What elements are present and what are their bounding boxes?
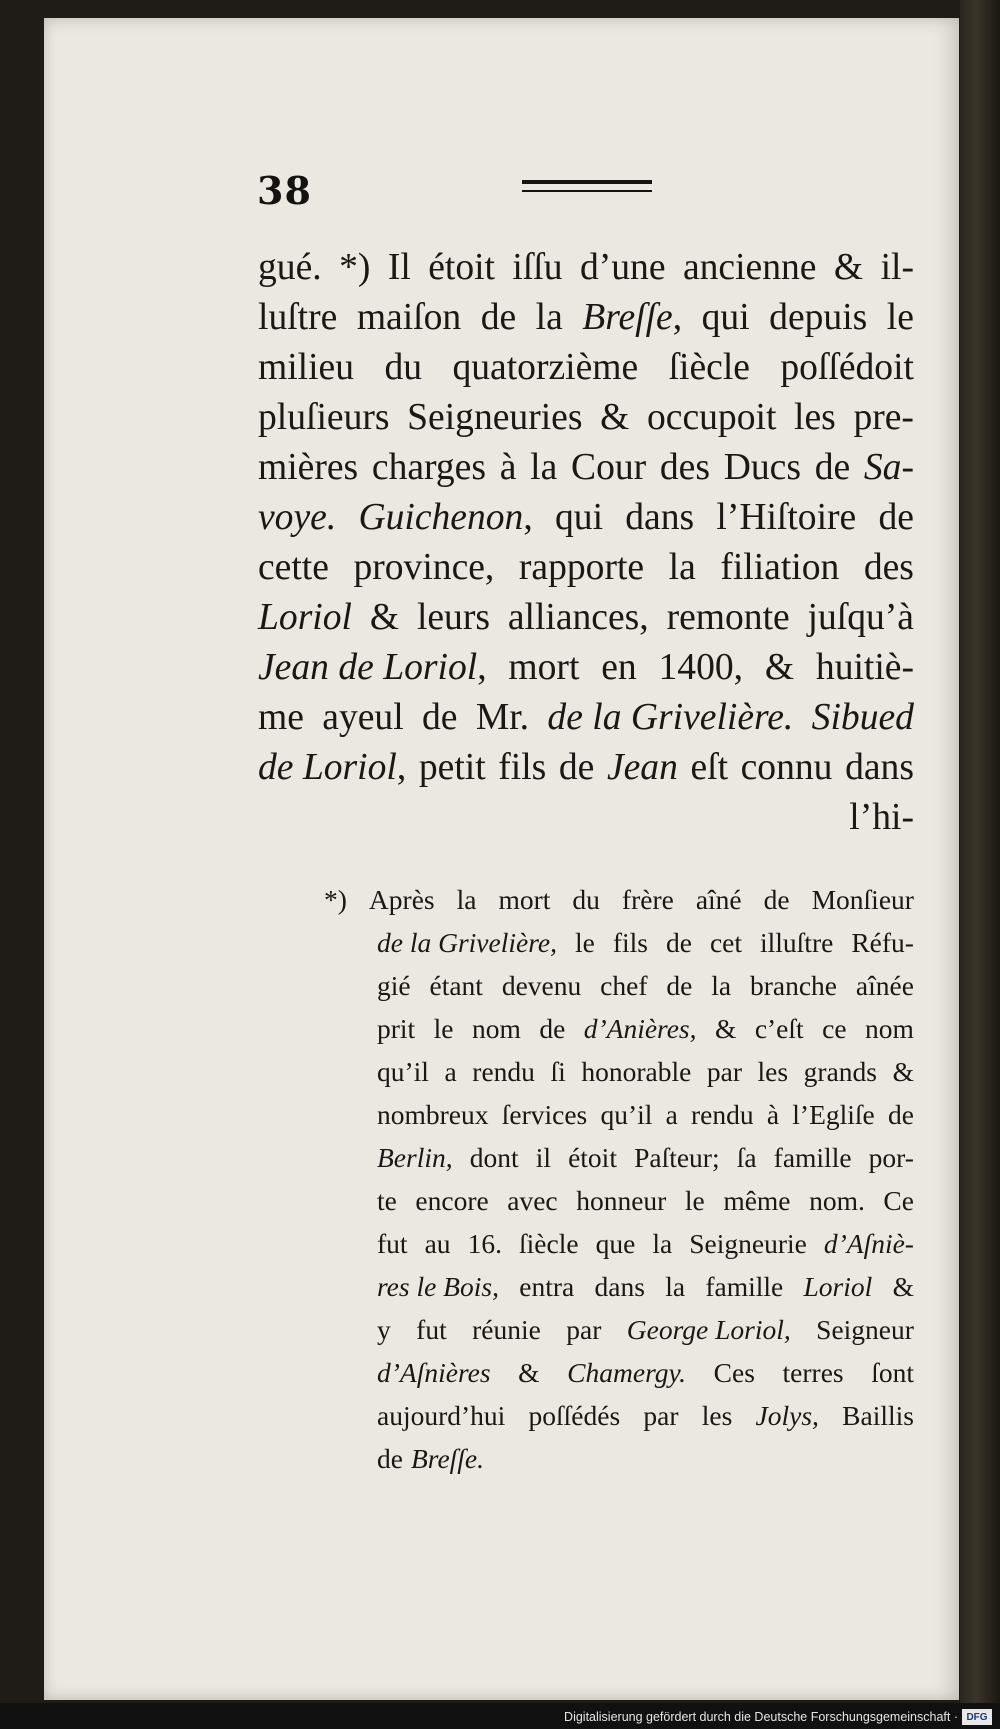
footnote-word: même <box>723 1185 791 1216</box>
main_text-word: Guichenon <box>358 497 524 538</box>
main_text-word: & <box>833 247 864 288</box>
main_text-word: me <box>258 697 304 738</box>
book-spine-edge <box>960 0 1000 1729</box>
footnote-word: que <box>595 1228 636 1259</box>
footnote-word: famille <box>773 1142 852 1173</box>
footnote-word: fut <box>416 1314 447 1345</box>
main_text-word: juſqu’à <box>807 597 914 638</box>
main_text-word: de la Grivelière. <box>547 697 794 738</box>
main_text-line <box>258 593 914 643</box>
footnote-word: por- <box>868 1142 914 1173</box>
footnote-word: nom. <box>809 1185 865 1216</box>
main_text-word: , <box>396 747 407 788</box>
footnote-line <box>324 1007 914 1050</box>
main_text-word: Mr. <box>475 697 530 738</box>
footnote-line <box>324 1050 914 1093</box>
main_text-word: milieu <box>258 347 355 388</box>
main_text-word: pluſieurs <box>258 397 390 438</box>
main_text-word: , <box>672 297 683 338</box>
footnote-word: & <box>714 1013 737 1044</box>
footnote-word: Jolys, <box>755 1400 819 1431</box>
main_text-word: ayeul <box>322 697 404 738</box>
footnote-word: honorable <box>581 1056 692 1087</box>
footnote-word: de <box>763 884 790 915</box>
footnote-word: avec <box>507 1185 558 1216</box>
main_text-word: Cour <box>571 447 647 488</box>
footnote-word: l’Egliſe <box>792 1099 875 1130</box>
footnote-word: Après <box>368 884 435 915</box>
footnote-word: gié <box>377 970 411 1001</box>
main_text-word: leurs <box>416 597 490 638</box>
footnote-word: d’Aſniè- <box>823 1228 914 1259</box>
footnote-word: de <box>666 970 693 1001</box>
footnote-word: c’eſt <box>754 1013 804 1044</box>
main_text-word: d’une <box>579 247 666 288</box>
footnote-word: le <box>433 1013 454 1044</box>
main_text-word: Seigneuries <box>407 397 583 438</box>
footnote-word: chef <box>600 970 648 1001</box>
main_text-word: mières <box>258 447 359 488</box>
footnote-line <box>324 1351 914 1394</box>
main_text-word: de <box>480 297 517 338</box>
main_text-word: les <box>794 397 836 438</box>
main_text-word: Jean <box>606 747 678 788</box>
main_text-word: de <box>878 497 914 538</box>
footnote-word: Loriol <box>803 1271 873 1302</box>
footnote-word: la <box>711 970 732 1001</box>
footnote-word: nom <box>865 1013 914 1044</box>
footnote-word: mort <box>498 884 551 915</box>
footnote-word: fils <box>612 927 648 958</box>
footnote-word: fut <box>377 1228 408 1259</box>
footnote-word: devenu <box>501 970 582 1001</box>
footnote-word: ce <box>822 1013 847 1044</box>
main_text-word: Loriol <box>258 597 352 638</box>
footer-bar <box>0 1703 1000 1729</box>
footnote-word: d’Anières, <box>583 1013 697 1044</box>
main_text-word: en <box>601 647 637 688</box>
main_text-word: à <box>499 447 517 488</box>
main_text-word: poſſédoit <box>780 347 914 388</box>
main_text-word: des <box>863 547 914 588</box>
footnote-word: Paſteur; <box>634 1142 720 1173</box>
main_text-word: l’Hiſtoire <box>716 497 857 538</box>
footnote-line <box>324 1265 914 1308</box>
footnote-word: réunie <box>472 1314 541 1345</box>
main_text-word: *) <box>339 247 371 288</box>
main_text-word: luſtre <box>258 297 338 338</box>
main_text-word: connu <box>740 747 833 788</box>
footnote-word: à <box>766 1099 780 1130</box>
footnote-line <box>324 1437 914 1480</box>
main_text-word: & <box>600 397 630 438</box>
footnote-word: branche <box>749 970 838 1001</box>
main_text-word: province, <box>353 547 495 588</box>
main_text-word: rapporte <box>518 547 645 588</box>
main_text-word: voye. <box>258 497 337 538</box>
main_text-word: qui <box>555 497 604 538</box>
main_text-line <box>258 393 914 443</box>
main_text-word: mort <box>508 647 580 688</box>
footnote-word: de <box>377 1443 403 1474</box>
main_text-line <box>258 543 914 593</box>
main_text-word: eſt <box>690 747 729 788</box>
footnote-word: étant <box>429 970 483 1001</box>
footnote-word: grands <box>803 1056 877 1087</box>
main_text-word: pre- <box>853 397 914 438</box>
footnote-word: entra <box>519 1271 575 1302</box>
main_text-word: Il <box>387 247 411 288</box>
main_text-word: & <box>369 597 400 638</box>
main_text-word: , <box>523 497 533 538</box>
footnote-word: il <box>535 1142 551 1173</box>
footnote-word: encore <box>415 1185 489 1216</box>
footnote-word: honneur <box>576 1185 667 1216</box>
footnote-line <box>324 964 914 1007</box>
footnote-word: aîné <box>695 884 742 915</box>
main_text-word: gué. <box>258 247 322 288</box>
footnote-word: res le Bois, <box>377 1271 499 1302</box>
main_text-word: Sibued <box>811 697 914 738</box>
footnote-word: dans <box>594 1271 645 1302</box>
footnote-line <box>324 1394 914 1437</box>
main_text-line <box>258 493 914 543</box>
main_text-word: ancienne <box>682 247 817 288</box>
footnote-word: aînée <box>855 970 914 1001</box>
book-page <box>44 18 959 1700</box>
footnote-word: poſſédés <box>528 1400 621 1431</box>
footnote-word: & <box>892 1271 914 1302</box>
footnote-word: ſiècle <box>519 1228 579 1259</box>
footnote-word: ſervices <box>501 1099 588 1130</box>
footnote-word: Seigneurie <box>689 1228 807 1259</box>
main_text-line <box>258 643 914 693</box>
footnote-word: de la Grivelière, <box>377 927 557 958</box>
footnote-word: ſi <box>550 1056 566 1087</box>
footnote-word: y <box>377 1314 391 1345</box>
main_text-word: ſiècle <box>668 347 750 388</box>
main-text-block <box>258 243 914 843</box>
main_text-word: huitiè- <box>815 647 914 688</box>
footnote-word: aujourd’hui <box>377 1400 506 1431</box>
main_text-word: remonte <box>666 597 790 638</box>
footnote-word: par <box>643 1400 679 1431</box>
main_text-word: alliances, <box>507 597 649 638</box>
footnote-line <box>324 878 914 921</box>
main_text-word: le <box>886 297 914 338</box>
footnote-line <box>324 1093 914 1136</box>
main_text-word: la <box>530 447 558 488</box>
header-rule <box>522 180 652 192</box>
footnote-word: & <box>892 1056 914 1087</box>
footnote-word: a <box>444 1056 457 1087</box>
main_text-line <box>258 443 914 493</box>
main_text-word: de <box>422 697 458 738</box>
main_text-word: il- <box>880 247 914 288</box>
page-number: 38 <box>257 168 312 213</box>
footnote-word: rendu <box>472 1056 535 1087</box>
main_text-line <box>258 343 914 393</box>
footnote-word: Monſieur <box>811 884 914 915</box>
main_text-line <box>258 243 914 293</box>
main_text-word: maiſon <box>356 297 462 338</box>
footnote-word: la <box>665 1271 686 1302</box>
footnote-word: de <box>887 1099 914 1130</box>
main_text-word: charges <box>371 447 486 488</box>
main_text-word: Breſſe <box>582 297 673 338</box>
footnote-word: Chamergy. <box>567 1357 687 1388</box>
main_text-word: des <box>659 447 710 488</box>
main_text-word: depuis <box>769 297 868 338</box>
main_text-line <box>258 693 914 743</box>
main_text-word: dans <box>845 747 914 788</box>
footnote-line <box>324 1308 914 1351</box>
footnote-word: dont <box>469 1142 519 1173</box>
footnote-word: nombreux <box>377 1099 489 1130</box>
main_text-word: occupoit <box>647 397 777 438</box>
footnote-line <box>324 1136 914 1179</box>
footnote-word: ſont <box>871 1357 914 1388</box>
footnote-word: d’Aſnières <box>377 1357 491 1388</box>
footnote-word: par <box>566 1314 602 1345</box>
main_text-word: qui <box>701 297 750 338</box>
footnote-word: cet <box>709 927 742 958</box>
footnote-word: qu’il <box>377 1056 429 1087</box>
main_text-word: , <box>477 647 487 688</box>
footnote-word: illuſtre <box>760 927 834 958</box>
footnote-word: les <box>757 1056 789 1087</box>
footnote-word: les <box>701 1400 733 1431</box>
footnote-word: famille <box>705 1271 784 1302</box>
footnote-word: par <box>706 1056 742 1087</box>
footer-credit: Digitalisierung gefördert durch die Deutsche Forschungsgemeinschaft · <box>564 1710 958 1724</box>
main_text-line <box>258 743 914 793</box>
footnote-line <box>324 1179 914 1222</box>
footnote-word: Ces <box>713 1357 755 1388</box>
main_text-word: de <box>814 447 851 488</box>
main_text-line <box>258 793 914 843</box>
main_text-word: l’hi- <box>849 797 914 838</box>
footnote-word: te <box>377 1185 397 1216</box>
footnote-word: a <box>665 1099 678 1130</box>
footnote-word: Baillis <box>842 1400 914 1431</box>
footnote-word: de <box>665 927 692 958</box>
footnote-word: frère <box>621 884 674 915</box>
main_text-word: petit <box>418 747 486 788</box>
main_text-line <box>258 293 914 343</box>
footnote-word: la <box>456 884 477 915</box>
footnote-word: ſa <box>736 1142 757 1173</box>
main_text-word: cette <box>258 547 329 588</box>
main_text-word: de Loriol <box>258 747 397 788</box>
footnote-word: la <box>652 1228 673 1259</box>
main_text-word: Ducs <box>723 447 801 488</box>
footnote-word: Berlin, <box>377 1142 453 1173</box>
footnote-word: Seigneur <box>816 1314 914 1345</box>
main_text-word: du <box>384 347 423 388</box>
main_text-word: dans <box>625 497 695 538</box>
footnote-word: prit <box>377 1013 416 1044</box>
footnote-word: de <box>539 1013 566 1044</box>
main_text-word: 1400, <box>658 647 744 688</box>
footnote-word: Breſſe. <box>410 1443 485 1474</box>
main_text-word: Jean de Loriol <box>258 647 478 688</box>
main_text-word: étoit <box>428 247 495 288</box>
main_text-word: fils <box>498 747 547 788</box>
footnote-block <box>324 878 914 1480</box>
footnote-word: Réfu- <box>851 927 914 958</box>
footnote-word: terres <box>782 1357 844 1388</box>
footnote-word: au <box>424 1228 451 1259</box>
footnote-word: *) <box>324 884 347 915</box>
main_text-word: iſſu <box>512 247 563 288</box>
footnote-word: le <box>684 1185 705 1216</box>
footnote-word: Ce <box>883 1185 914 1216</box>
main_text-word: Sa- <box>863 447 914 488</box>
footnote-word: qu’il <box>600 1099 653 1130</box>
footnote-word: nom <box>471 1013 521 1044</box>
dfg-logo: DFG <box>962 1709 992 1725</box>
footnote-word: rendu <box>691 1099 754 1130</box>
footnote-word: le <box>574 927 595 958</box>
main_text-word: quatorzième <box>452 347 639 388</box>
footnote-word: & <box>518 1357 540 1388</box>
footnote-line <box>324 1222 914 1265</box>
main_text-word: la <box>668 547 696 588</box>
footnote-word: étoit <box>568 1142 617 1173</box>
main_text-word: filiation <box>720 547 840 588</box>
footnote-line <box>324 921 914 964</box>
main_text-word: la <box>535 297 563 338</box>
main_text-word: de <box>558 747 595 788</box>
main_text-word: & <box>764 647 795 688</box>
footnote-word: 16. <box>467 1228 502 1259</box>
footnote-word: George Loriol, <box>626 1314 791 1345</box>
footnote-word: du <box>572 884 600 915</box>
